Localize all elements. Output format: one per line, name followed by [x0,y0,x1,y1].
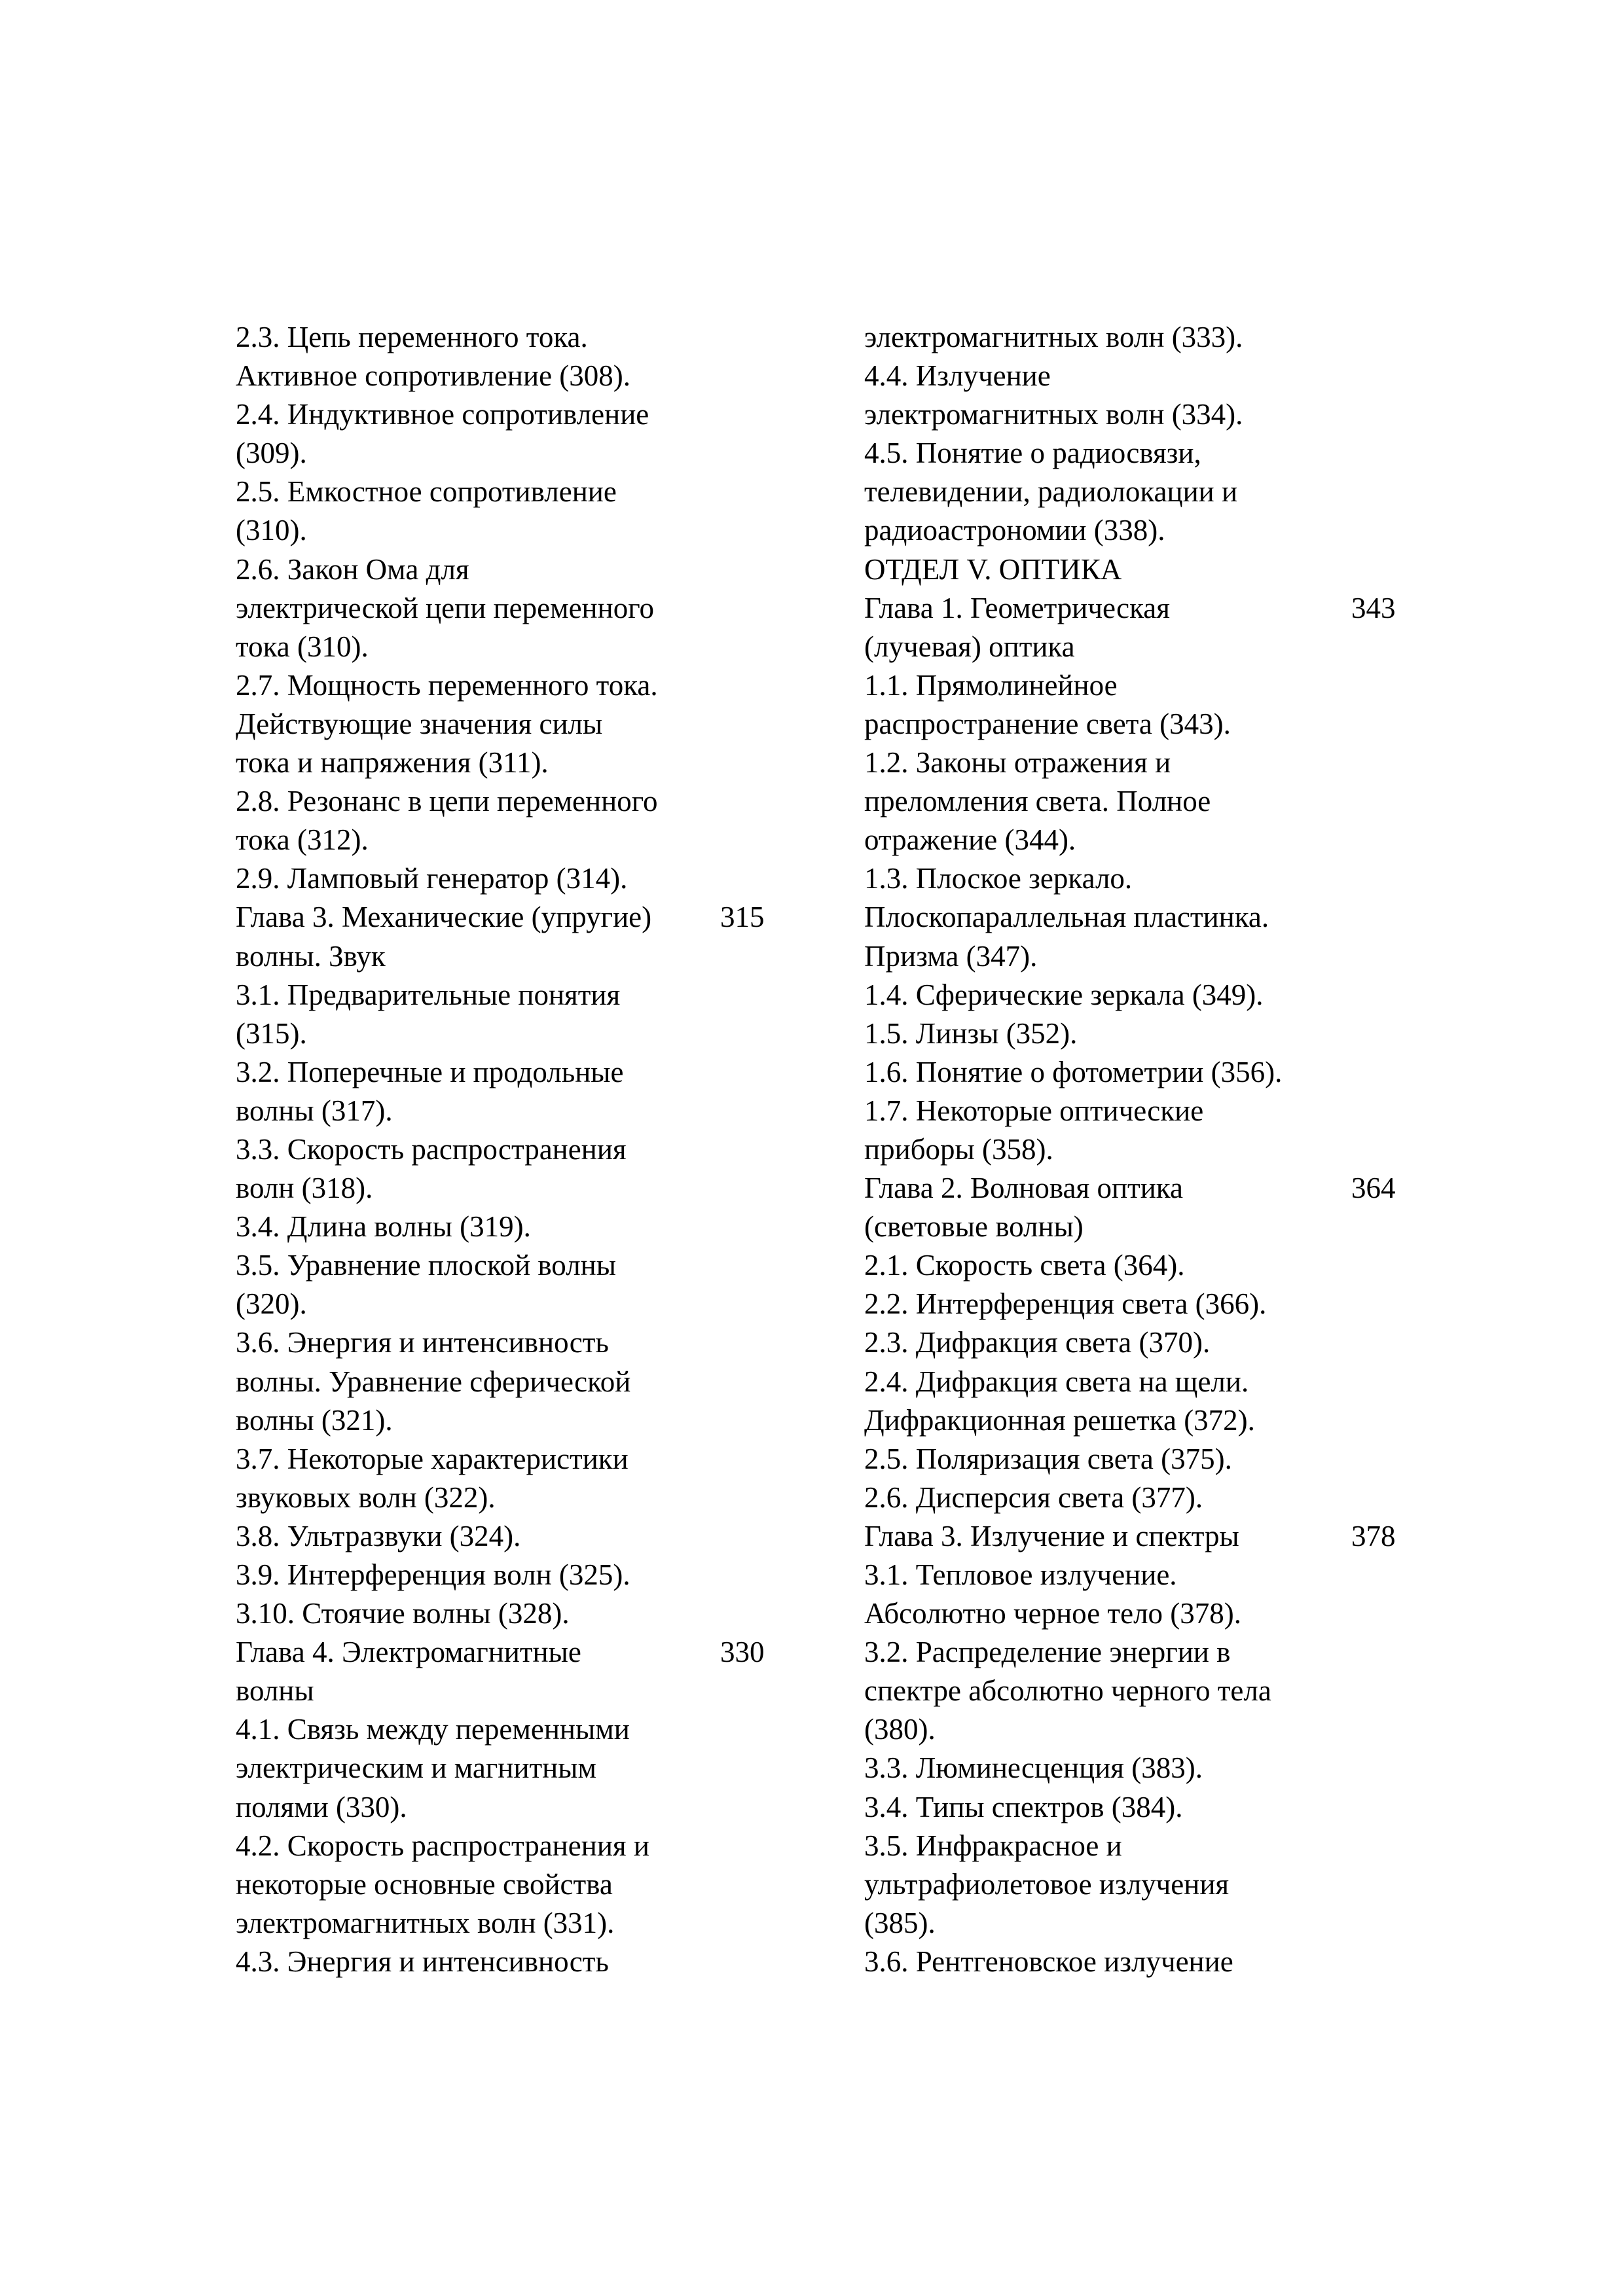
toc-entry-line [864,1827,1440,1865]
toc-entry-text: 2.1. Скорость света (364). [864,1249,1185,1282]
toc-entry-text: Глава 4. Электромагнитные [236,1636,581,1669]
toc-entry-text: 2.4. Дифракция света на щели. [864,1365,1249,1398]
toc-left-column [236,318,805,1981]
toc-entry-text: 3.4. Типы спектров (384). [864,1790,1183,1823]
toc-entry-line [236,859,805,898]
toc-entry-text: 1.6. Понятие о фотометрии (356). [864,1055,1283,1088]
toc-entry-line [864,744,1440,782]
toc-entry-line [236,1517,805,1556]
toc-entry-line [236,434,805,473]
toc-entry-text: 3.2. Поперечные и продольные [236,1055,624,1088]
toc-entry-line [864,1208,1440,1246]
toc-entry-text: 3.9. Интерференция волн (325). [236,1558,630,1591]
toc-entry-line [864,318,1440,357]
toc-entry-text: Дифракционная решетка (372). [864,1403,1255,1437]
toc-entry-text: волн (318). [236,1172,373,1205]
toc-entry-line [236,1943,805,1981]
toc-entry-line [236,821,805,859]
toc-entry-line [236,1169,805,1208]
toc-entry-text: 2.2. Интерференция света (366). [864,1287,1267,1321]
toc-entry-text: некоторые основные свойства [236,1867,613,1901]
toc-entry-text: 3.3. Люминесценция (383). [864,1751,1203,1785]
toc-entry-line [236,1092,805,1130]
toc-entry-text: (320). [236,1287,307,1321]
toc-entry-text: 3.6. Энергия и интенсивность [236,1326,609,1359]
toc-entry-text: 1.1. Прямолинейное [864,668,1118,702]
toc-entry-text: Абсолютно черное тело (378). [864,1597,1241,1630]
toc-entry-text: 2.4. Индуктивное сопротивление [236,398,649,431]
toc-entry-line [236,628,805,666]
toc-entry-line [864,550,1440,589]
toc-right-column [864,318,1440,1981]
toc-entry-text: телевидении, радиолокации и [864,475,1238,509]
toc-entry-line [864,898,1440,937]
toc-entry-line [864,511,1440,550]
toc-entry-text: ультрафиолетовое излучения [864,1867,1230,1901]
toc-entry-line [864,1479,1440,1517]
toc-page-number: 364 [1351,1172,1396,1205]
toc-entry-line [864,782,1440,821]
toc-chapter-line [236,1633,805,1672]
toc-chapter-line [864,589,1440,628]
toc-entry-text: электромагнитных волн (333). [864,321,1243,353]
toc-entry-line [864,357,1440,395]
toc-entry-line [864,395,1440,434]
toc-entry-line [236,1865,805,1904]
toc-entry-line [236,744,805,782]
toc-entry-line [236,1788,805,1827]
toc-entry-line [236,1479,805,1517]
toc-entry-line [236,976,805,1014]
toc-entry-line [864,1594,1440,1633]
toc-entry-text: тока (310). [236,630,369,663]
toc-entry-line [864,937,1440,976]
toc-chapter-line [236,898,805,937]
toc-entry-line [864,821,1440,859]
toc-entry-line [236,1672,805,1710]
toc-entry-text: 4.3. Энергия и интенсивность [236,1945,609,1978]
toc-entry-line [864,1633,1440,1672]
toc-entry-line [236,1246,805,1285]
toc-entry-line [864,1865,1440,1904]
toc-entry-text: 3.6. Рентгеновское излучение [864,1945,1233,1978]
toc-entry-text: 3.1. Предварительные понятия [236,978,621,1011]
toc-entry-line [236,1827,805,1865]
toc-entry-line [864,1285,1440,1323]
toc-entry-line [236,1363,805,1401]
toc-entry-line [236,1440,805,1479]
toc-entry-line [236,550,805,589]
toc-entry-line [864,666,1440,705]
toc-entry-text: Активное сопротивление (308). [236,359,631,393]
toc-entry-text: 1.4. Сферические зеркала (349). [864,978,1264,1011]
toc-entry-line [236,1749,805,1787]
toc-entry-line [236,666,805,705]
toc-entry-line [864,434,1440,473]
toc-entry-text: (385). [864,1906,936,1939]
toc-entry-text: спектре абсолютно черного тела [864,1674,1271,1708]
toc-entry-line [864,1323,1440,1362]
toc-entry-text: приборы (358). [864,1132,1053,1166]
toc-entry-text: 2.8. Резонанс в цепи переменного [236,785,658,818]
toc-entry-text: 4.5. Понятие о радиосвязи, [864,437,1201,470]
toc-entry-line [236,395,805,434]
toc-entry-line [864,1943,1440,1981]
toc-entry-text: 4.2. Скорость распространения и [236,1829,649,1862]
toc-entry-line [236,1904,805,1943]
toc-entry-text: тока и напряжения (311). [236,746,549,780]
toc-entry-text: 1.7. Некоторые оптические [864,1094,1204,1127]
toc-entry-text: электромагнитных волн (334). [864,398,1243,431]
toc-entry-text: распространение света (343). [864,707,1231,740]
toc-entry-text: 2.3. Дифракция света (370). [864,1326,1211,1359]
toc-entry-line [236,1710,805,1749]
toc-entry-text: электромагнитных волн (331). [236,1906,615,1939]
toc-entry-text: волны (321). [236,1403,393,1437]
toc-chapter-line [864,1517,1440,1556]
toc-entry-line [236,782,805,821]
toc-entry-line [864,1130,1440,1169]
toc-entry-line [864,1710,1440,1749]
toc-entry-text: 2.5. Емкостное сопротивление [236,475,617,509]
toc-entry-text: (380). [864,1713,936,1746]
toc-entry-line [864,1246,1440,1285]
toc-entry-text: 3.7. Некоторые характеристики [236,1442,629,1475]
toc-entry-line [864,1749,1440,1787]
toc-entry-text: 1.2. Законы отражения и [864,746,1171,780]
toc-entry-text: (310). [236,514,307,547]
toc-entry-line [236,1208,805,1246]
toc-entry-line [864,1672,1440,1710]
toc-entry-line [236,1556,805,1594]
toc-entry-text: (лучевая) оптика [864,630,1075,663]
toc-entry-text: 2.6. Закон Ома для [236,552,469,586]
toc-entry-text: Глава 3. Излучение и спектры [864,1519,1239,1552]
toc-entry-text: 2.3. Цепь переменного тока. [236,321,588,353]
toc-entry-text: 3.4. Длина волны (319). [236,1210,531,1244]
toc-entry-text: 3.10. Стоячие волны (328). [236,1597,570,1630]
toc-entry-text: 1.5. Линзы (352). [864,1016,1078,1050]
toc-entry-text: (309). [236,437,307,470]
toc-entry-text: Призма (347). [864,939,1038,973]
toc-entry-line [864,976,1440,1014]
toc-entry-line [236,589,805,628]
toc-entry-text: преломления света. Полное [864,785,1211,818]
toc-entry-line [236,318,805,357]
toc-entry-text: 2.5. Поляризация света (375). [864,1442,1232,1475]
toc-entry-text: 2.7. Мощность переменного тока. [236,668,658,702]
toc-entry-text: 2.9. Ламповый генератор (314). [236,862,628,895]
toc-entry-text: 3.1. Тепловое излучение. [864,1558,1177,1591]
toc-entry-text: тока (312). [236,823,369,857]
toc-entry-line [864,628,1440,666]
toc-entry-line [864,1788,1440,1827]
toc-entry-text: 3.5. Уравнение плоской волны [236,1249,616,1282]
toc-entry-text: радиоастрономии (338). [864,514,1165,547]
toc-entry-text: 3.8. Ультразвуки (324). [236,1519,521,1552]
toc-page-number: 378 [1351,1519,1396,1552]
toc-page-number: 343 [1351,591,1396,624]
toc-entry-line [236,1323,805,1362]
toc-entry-line [864,1401,1440,1440]
toc-entry-text: Глава 1. Геометрическая [864,591,1170,624]
toc-entry-text: звуковых волн (322). [236,1480,496,1514]
toc-entry-text: электрическим и магнитным [236,1751,596,1785]
toc-entry-text: Глава 3. Механические (упругие) [236,901,652,934]
toc-chapter-line [864,1169,1440,1208]
toc-entry-line [236,1053,805,1092]
toc-entry-text: 4.1. Связь между переменными [236,1713,630,1746]
toc-entry-line [236,705,805,744]
toc-entry-line [864,859,1440,898]
toc-entry-line [864,1363,1440,1401]
toc-entry-line [236,1130,805,1169]
toc-entry-line [236,357,805,395]
toc-entry-text: Глава 2. Волновая оптика [864,1172,1183,1205]
toc-entry-text: волны. Уравнение сферической [236,1365,631,1398]
toc-entry-line [864,1440,1440,1479]
toc-entry-line [864,1014,1440,1053]
toc-entry-line [236,1285,805,1323]
toc-entry-line [236,511,805,550]
toc-entry-text: 3.5. Инфракрасное и [864,1829,1122,1862]
toc-entry-line [236,1401,805,1440]
toc-entry-line [864,473,1440,511]
toc-entry-text: полями (330). [236,1790,407,1823]
toc-entry-text: 4.4. Излучение [864,359,1051,393]
toc-entry-line [864,1904,1440,1943]
toc-entry-text: волны. Звук [236,939,386,973]
toc-page-number: 330 [720,1636,765,1669]
toc-entry-text: волны (317). [236,1094,393,1127]
toc-entry-text: (315). [236,1016,307,1050]
toc-entry-line [864,1053,1440,1092]
toc-entry-text: электрической цепи переменного [236,591,655,624]
toc-entry-text: 1.3. Плоское зеркало. [864,862,1133,895]
toc-entry-line [236,1014,805,1053]
toc-entry-text: ОТДЕЛ V. ОПТИКА [864,552,1122,586]
toc-entry-text: волны [236,1674,314,1708]
toc-entry-text: 2.6. Дисперсия света (377). [864,1480,1203,1514]
toc-entry-text: (световые волны) [864,1210,1084,1244]
toc-entry-text: 3.3. Скорость распространения [236,1132,627,1166]
toc-entry-text: Плоскопараллельная пластинка. [864,901,1269,934]
toc-entry-line [864,1092,1440,1130]
toc-entry-text: 3.2. Распределение энергии в [864,1636,1231,1669]
toc-page-number: 315 [720,901,765,934]
toc-entry-line [236,473,805,511]
toc-entry-line [864,705,1440,744]
toc-entry-line [864,1556,1440,1594]
toc-entry-line [236,1594,805,1633]
toc-entry-line [236,937,805,976]
toc-entry-text: Действующие значения силы [236,707,603,740]
toc-entry-text: отражение (344). [864,823,1076,857]
